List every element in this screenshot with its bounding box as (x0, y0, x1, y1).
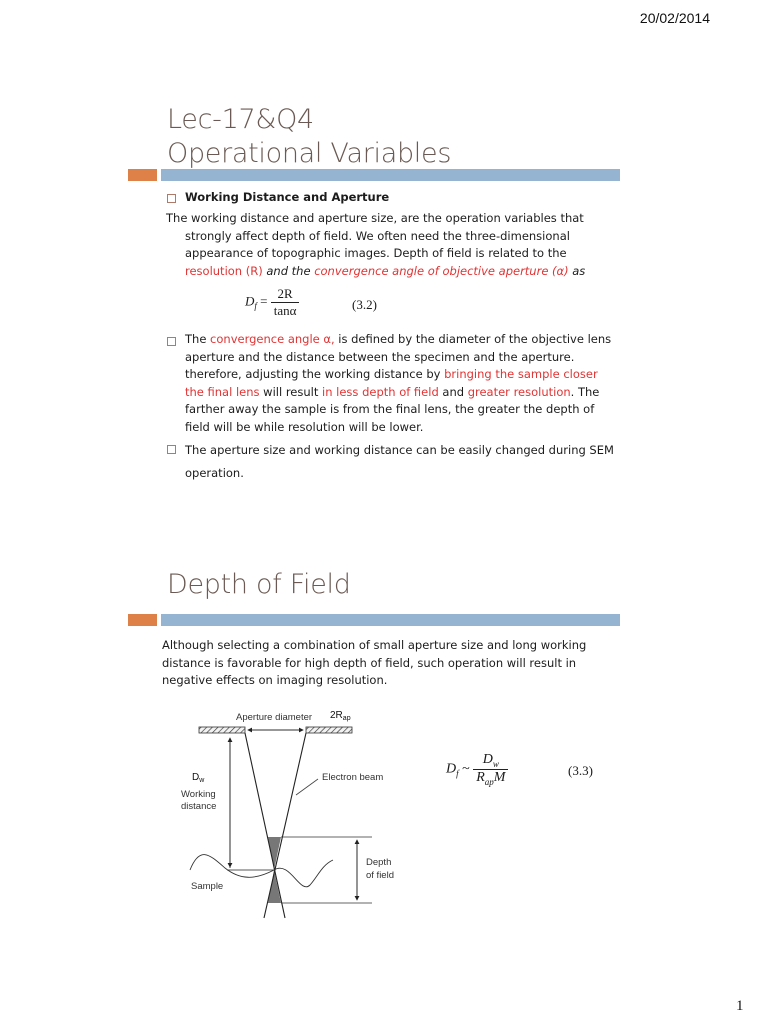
title-accent-orange (128, 614, 157, 626)
svg-text:Dw: $D_w$ (192, 772, 205, 784)
svg-text:Electron beam: Electron beam (322, 772, 384, 783)
slide-1-title-line-2: Operational Variables (167, 138, 452, 169)
title-underline-bar (161, 169, 620, 181)
slide-1-title-line-1: Lec-17&Q4 (167, 104, 314, 135)
page-number: 1 (736, 998, 744, 1014)
equation-3-2-label: (3.2) (352, 297, 377, 312)
highlight-resolution: resolution (R) (185, 263, 263, 278)
highlight-convergence-angle: convergence angle of objective aperture (α) (314, 263, 569, 278)
svg-text:Aperture diameter: Aperture diameter (236, 712, 313, 723)
fraction: $\frac{D_w}{R_{ap}M}$ (473, 752, 508, 787)
slide-2-title: Depth of Field (167, 569, 351, 600)
svg-text:of field: of field (366, 870, 394, 881)
paragraph-intro: The working distance and aperture size, are the operation variables that strongly affect depth of field. We often need the three-dimensional appearance of topographic images. Depth of field is related to the resolution (R) and the convergence angle of objective aperture (α) as (166, 211, 586, 278)
equation-3-3-label: (3.3) (568, 763, 593, 778)
svg-text:Depth: Depth (366, 857, 392, 868)
title-accent-orange (128, 169, 157, 181)
title-underline-bar (161, 614, 620, 626)
bullet-square-icon (167, 337, 176, 346)
bullet-square-icon (167, 194, 176, 203)
paragraph-aperture-change: The aperture size and working distance can be easily changed during SEM operation. (185, 443, 614, 480)
fraction: $\frac{2R}{\tan\alpha}$ (271, 286, 300, 319)
bullet-square-icon (167, 445, 176, 454)
bullet-heading: Working Distance and Aperture (185, 190, 390, 204)
svg-text:distance: distance (181, 801, 217, 812)
paragraph-depth-of-field: Although selecting a combination of small aperture size and long working distance is favorable for high depth of field, such operation will result in negative effects on imaging resolution. (162, 638, 587, 687)
date-header: 20/02/2014 (639, 10, 710, 26)
svg-text:Working: Working (181, 789, 216, 800)
paragraph-convergence-angle: The convergence angle α, is defined by the diameter of the objective lens aperture and the distance between the specimen and the aperture. therefore, adjusting the working distance by bringing the sample closer the final lens will result in less depth of field and greater resolution. The farther away the sample is from the final lens, the greater the depth of field will be while resolution will be lower. (185, 332, 612, 434)
svg-text:2Rap: $2R_{ap}$ (330, 710, 351, 722)
depth-of-field-diagram (170, 700, 410, 920)
equation-3-2: $D_f$ = $\frac{2R}{\tan\alpha}$ (245, 286, 299, 319)
svg-text:Sample: Sample (191, 881, 224, 892)
equation-3-3: $D_f$ ~ $\frac{D_w}{R_{ap}M}$ (446, 752, 508, 787)
